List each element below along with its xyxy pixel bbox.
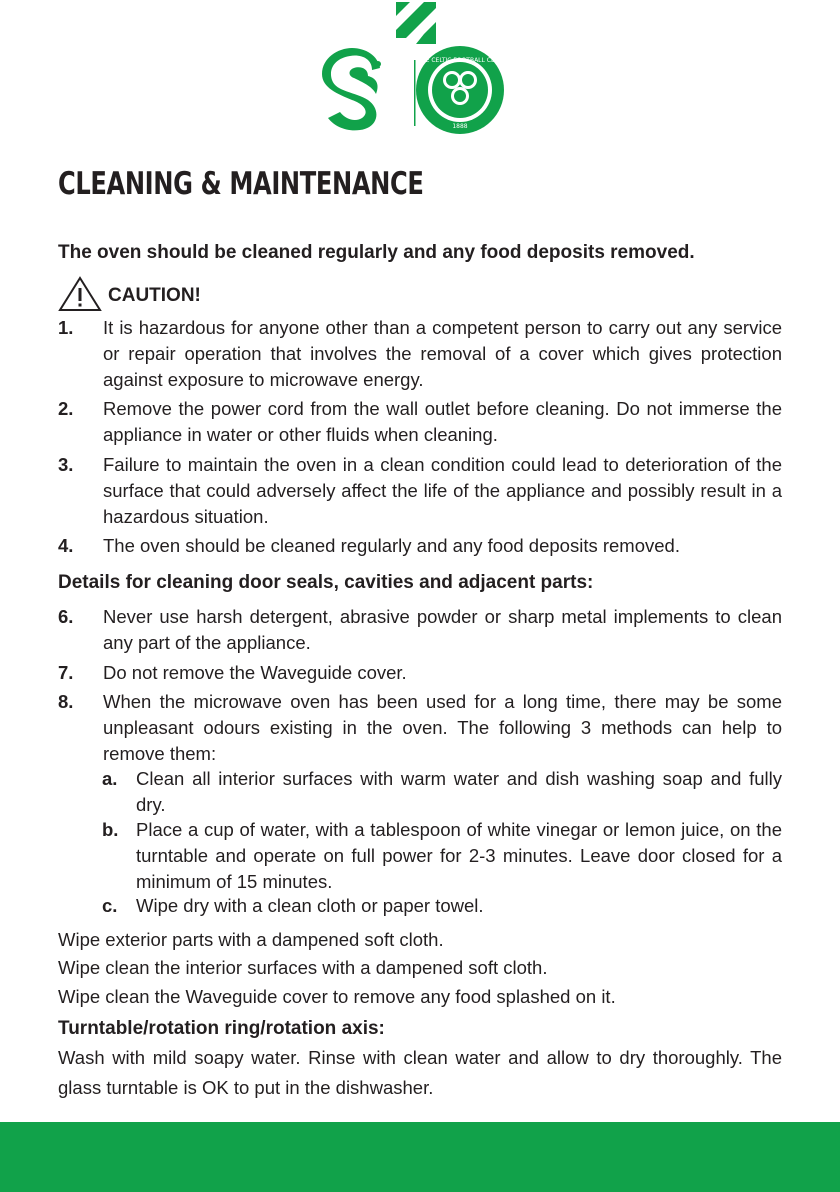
footer-bar <box>0 1122 840 1192</box>
wipe-line: Wipe clean the Waveguide cover to remove any food splashed on it. <box>58 986 616 1007</box>
caution-item: 3. Failure to maintain the oven in a clean condition could lead to deterioration of the surface that could adversely affect the life of the appliance and possibly result in a hazardous situation. <box>58 454 782 527</box>
wipe-line: Wipe clean the interior surfaces with a dampened soft cloth. <box>58 957 548 978</box>
lead-sentence: The oven should be cleaned regularly and any food deposits removed. <box>58 242 695 263</box>
method-item: b. Place a cup of water, with a tablespoon of white vinegar or lemon juice, on the turntable and operate on full power for 2-3 minutes. Leave door closed for a minimum of 15 minutes. <box>102 819 782 892</box>
method-item: c. Wipe dry with a clean cloth or paper towel. <box>102 895 484 916</box>
turntable-text: Wash with mild soapy water. Rinse with clean water and allow to dry thoroughly. The glass turntable is OK to put in the dishwasher. <box>58 1047 782 1098</box>
details-item: 8. When the microwave oven has been used for a long time, there may be some unpleasant odours existing in the oven. The following 3 methods can help to remove them: <box>58 691 782 764</box>
caution-item: 2. Remove the power cord from the wall outlet before cleaning. Do not immerse the appliance in water or other fluids when cleaning. <box>58 398 782 445</box>
swan-logo-icon <box>322 48 381 130</box>
crest-text: THE CELTIC FOOTBALL CLUB <box>417 57 503 64</box>
logo-divider <box>414 60 416 126</box>
turntable-heading: Turntable/rotation ring/rotation axis: <box>58 1018 385 1039</box>
stripes-graphic <box>396 2 436 44</box>
caution-item: 4. The oven should be cleaned regularly and any food deposits removed. <box>58 535 680 556</box>
details-item: 7. Do not remove the Waveguide cover. <box>58 662 407 683</box>
details-heading: Details for cleaning door seals, cavities and adjacent parts: <box>58 572 594 593</box>
warning-triangle-icon <box>58 276 102 312</box>
details-item: 6. Never use harsh detergent, abrasive powder or sharp metal implements to clean any part of the appliance. <box>58 606 782 653</box>
page-title: CLEANING & MAINTENANCE <box>58 166 424 202</box>
page-header <box>0 0 840 140</box>
caution-heading <box>58 276 201 312</box>
crest-year: 1888 <box>452 123 468 130</box>
brand-logos <box>0 0 840 140</box>
method-item: a. Clean all interior surfaces with warm water and dish washing soap and fully dry. <box>102 768 782 815</box>
wipe-line: Wipe exterior parts with a dampened soft cloth. <box>58 929 444 950</box>
caution-label: CAUTION! <box>108 285 201 306</box>
caution-item: 1. It is hazardous for anyone other than a competent person to carry out any service or repair operation that involves the removal of a cover which gives protection against exposure to microwave energy. <box>58 317 782 390</box>
